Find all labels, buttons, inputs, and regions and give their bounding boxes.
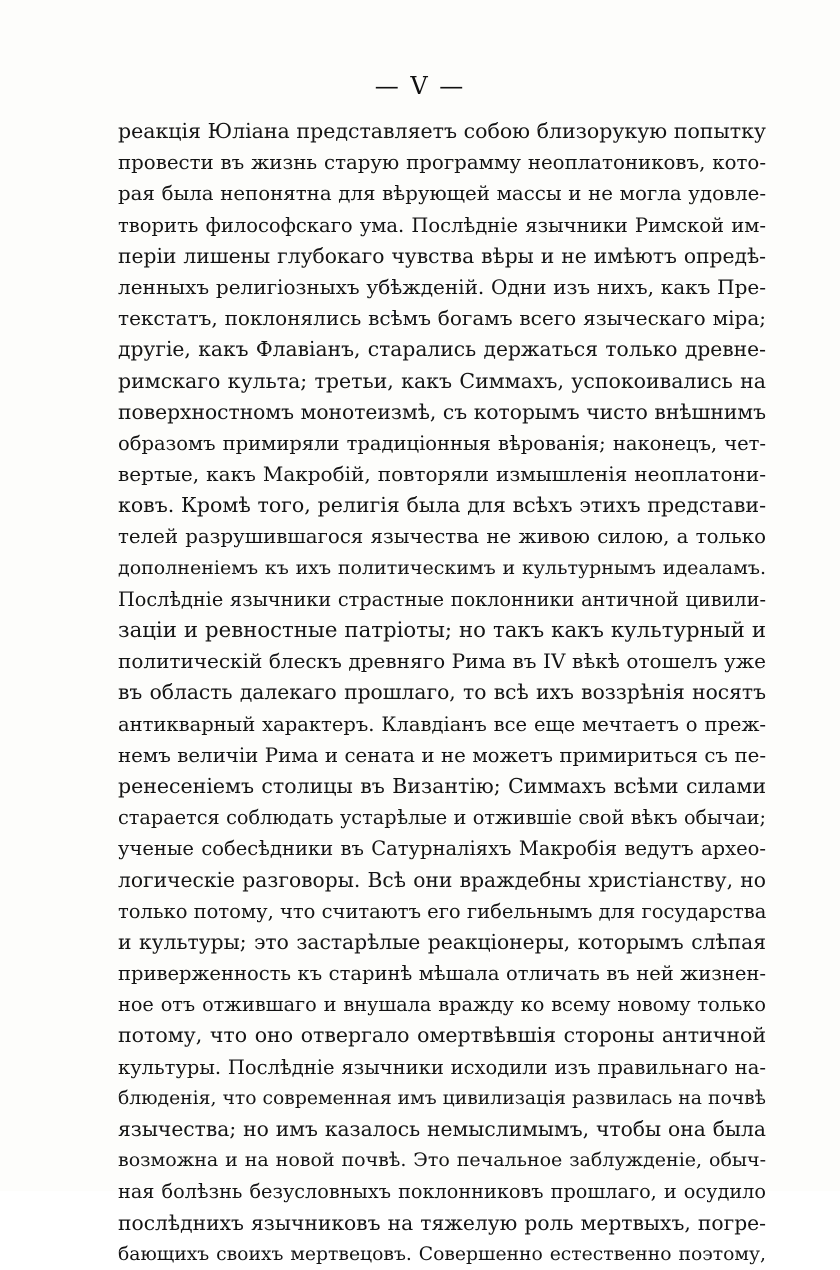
text-line: Послѣдніе язычники страстные поклонники античной цивили-: [118, 587, 766, 611]
text-line: немъ величіи Рима и сената и не можетъ примириться съ пе-: [118, 743, 766, 767]
text-line: другіе, какъ Флавіанъ, старались держаться только древне-: [118, 337, 766, 362]
text-line: періи лишены глубокаго чувства вѣры и не имѣютъ опредѣ-: [118, 243, 766, 268]
text-line: римскаго культа; третьи, какъ Симмахъ, успокоивались на: [118, 368, 766, 393]
text-line: ученые собесѣдники въ Сатурналіяхъ Макробія ведутъ архео-: [118, 837, 766, 861]
text-line: антикварный характеръ. Клавдіанъ все еще мечтаетъ о преж-: [118, 712, 766, 736]
text-line: только потому, что считаютъ его гибельнымъ для государства: [118, 899, 766, 923]
text-line: потому, что оно отвергало омертвѣвшія стороны античной: [118, 1023, 766, 1048]
text-line: возможна и на новой почвѣ. Это печальное заблужденіе, обыч-: [118, 1149, 766, 1172]
page-number: — V —: [374, 72, 466, 100]
text-line: ренесеніемъ столицы въ Византію; Симмахъ всѣми силами: [118, 773, 766, 798]
text-line: логическіе разговоры. Всѣ они враждебны христіанству, но: [118, 867, 766, 892]
text-line: дополненіемъ къ ихъ политическимъ и культурнымъ идеаламъ.: [118, 556, 766, 579]
text-line: политическій блескъ древняго Рима въ IV вѣкѣ отошелъ уже: [118, 649, 766, 674]
text-line: провести въ жизнь старую программу неоплатониковъ, кото-: [118, 151, 766, 175]
text-line: реакція Юліана представляетъ собою близорукую попытку: [118, 119, 766, 143]
text-line: образомъ примиряли традиціонныя вѣрованія; наконецъ, чет-: [118, 431, 766, 455]
text-line: телей разрушившагося язычества не живою силою, а только: [118, 525, 766, 549]
text-line: приверженность къ старинѣ мѣшала отличать въ ней жизнен-: [118, 962, 766, 986]
text-line: текстатъ, поклонялись всѣмъ богамъ всего языческаго міра;: [118, 306, 766, 331]
text-line: поверхностномъ монотеизмѣ, съ которымъ чисто внѣшнимъ: [118, 399, 766, 424]
text-line: ковъ. Кромѣ того, религія была для всѣхъ этихъ представи-: [118, 493, 766, 518]
text-line: вертые, какъ Макробій, повторяли измышленія неоплатони-: [118, 462, 766, 487]
text-line: послѣднихъ язычниковъ на тяжелую роль мертвыхъ, погре-: [118, 1210, 766, 1235]
text-line: культуры. Послѣдніе язычники исходили изъ правильнаго на-: [118, 1055, 766, 1079]
text-line: заціи и ревностные патріоты; но такъ какъ культурный и: [118, 618, 766, 643]
text-line: бающихъ своихъ мертвецовъ. Совершенно естественно поэтому,: [118, 1243, 766, 1265]
text-line: ное отъ отжившаго и внушала вражду ко всему новому только: [118, 993, 766, 1017]
text-line: въ область далекаго прошлаго, то всѣ ихъ воззрѣнія носятъ: [118, 680, 766, 705]
text-line: блюденія, что современная имъ цивилизація развилась на почвѣ: [118, 1087, 766, 1109]
body-text: [118, 116, 766, 1270]
text-line: ная болѣзнь безусловныхъ поклонниковъ прошлаго, и осудило: [118, 1180, 766, 1204]
text-line: старается соблюдать устарѣлые и отжившіе свой вѣкъ обычаи;: [118, 806, 766, 830]
text-line: творить философскаго ума. Послѣдніе язычники Римской им-: [118, 213, 766, 237]
text-line: ленныхъ религіозныхъ убѣжденій. Одни изъ нихъ, какъ Пре-: [118, 274, 766, 299]
text-line: рая была непонятна для вѣрующей массы и не могла удовле-: [118, 182, 766, 206]
text-line: и культуры; это застарѣлые реакціонеры, которымъ слѣпая: [118, 929, 766, 954]
text-line: язычества; но имъ казалось немыслимымъ, чтобы она была: [118, 1117, 766, 1141]
